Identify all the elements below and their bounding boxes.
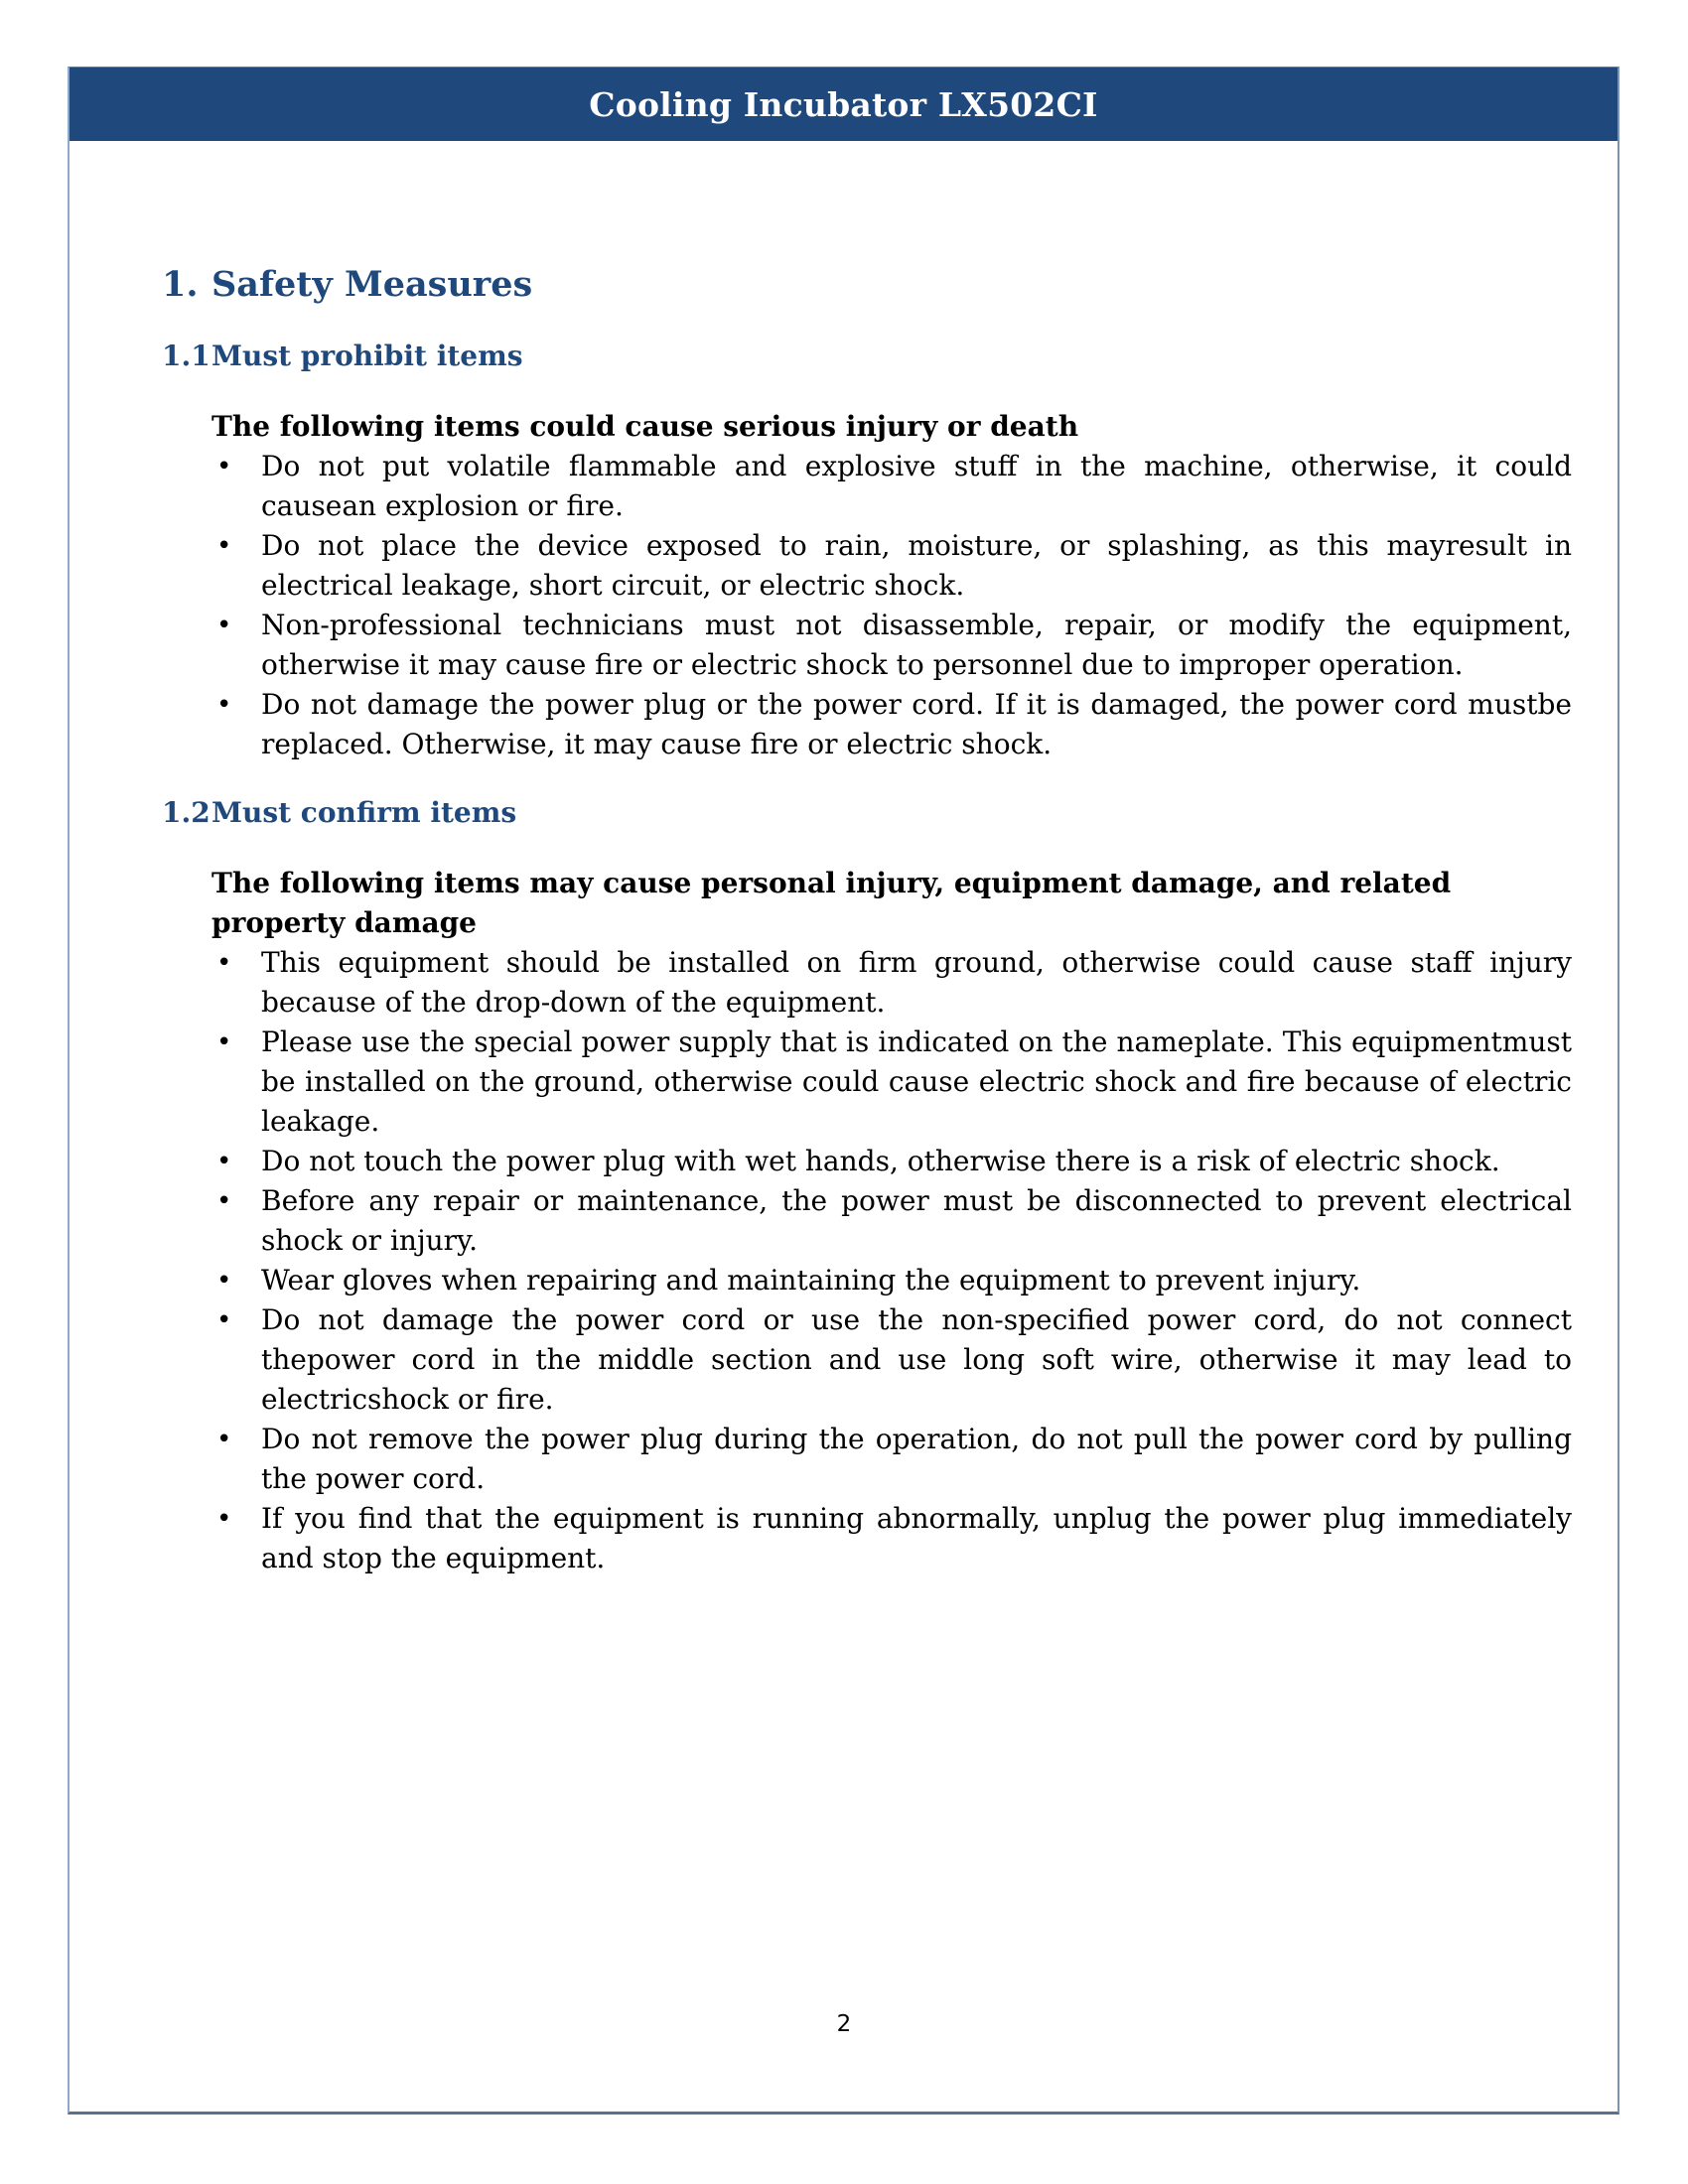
page-content (162, 256, 1572, 1578)
list-item (162, 943, 1572, 1023)
header-band (70, 68, 1618, 141)
section-title: Safety Measures (211, 263, 533, 305)
list-item-text: Do not damage the power cord or use the non-specified power cord, do not connect thepower cord in the middle section and use long soft wire, otherwise it may lead to electricshock or fire. (261, 1303, 1572, 1416)
list-item-text: Do not remove the power plug during the operation, do not pull the power cord by pulling the power cord. (261, 1423, 1572, 1495)
bullet-list (162, 447, 1572, 764)
list-item (162, 1142, 1572, 1181)
bullet-list (162, 943, 1572, 1578)
bullet-icon: • (216, 1425, 232, 1454)
list-item-text: Do not touch the power plug with wet hands, otherwise there is a risk of electric shock. (261, 1145, 1500, 1177)
list-item (162, 1023, 1572, 1142)
bullet-icon: • (216, 1147, 232, 1176)
bullet-icon: • (216, 948, 232, 978)
subsection-title: Must prohibit items (211, 339, 523, 372)
list-item (162, 1420, 1572, 1499)
list-item-text: Do not put volatile flammable and explosive stuff in the machine, otherwise, it could causean explosion or fire. (261, 450, 1572, 522)
section-heading (162, 256, 1572, 312)
list-item (162, 685, 1572, 764)
bullet-icon: • (216, 611, 232, 640)
list-item-text: Do not damage the power plug or the power cord. If it is damaged, the power cord mustbe replaced. Otherwise, it may cause fire or electric shock. (261, 688, 1572, 760)
bullet-icon: • (216, 1504, 232, 1534)
bullet-icon: • (216, 452, 232, 481)
subsection-number: 1.1 (162, 339, 211, 372)
list-item (162, 447, 1572, 526)
list-item (162, 606, 1572, 685)
list-item (162, 1300, 1572, 1420)
list-item-text: Before any repair or maintenance, the power must be disconnected to prevent electrical shock or injury. (261, 1184, 1572, 1257)
list-item-text: Please use the special power supply that is indicated on the nameplate. This equipmentmust be installed on the ground, otherwise could cause electric shock and fire because of electric leakage. (261, 1025, 1572, 1138)
section-number: 1. (162, 263, 199, 305)
bullet-icon: • (216, 1027, 232, 1057)
list-item-text: This equipment should be installed on firm ground, otherwise could cause staff injury because of the drop-down of the equipment. (261, 946, 1572, 1019)
document-title: Cooling Incubator LX502CI (589, 84, 1098, 124)
subsection-heading-1-1 (162, 334, 1572, 377)
list-item (162, 1181, 1572, 1261)
bullet-icon: • (216, 531, 232, 561)
list-item-text: Non-professional technicians must not disassemble, repair, or modify the equipment, otherwise it may cause fire or electric shock to personnel due to improper operation. (261, 609, 1572, 681)
bullet-icon: • (216, 1186, 232, 1216)
bullet-icon: • (216, 1305, 232, 1335)
subsection-intro: The following items may cause personal injury, equipment damage, and related property damage (211, 867, 1452, 939)
subsection-title: Must confirm items (211, 795, 517, 829)
list-item-text: Do not place the device exposed to rain, moisture, or splashing, as this mayresult in electrical leakage, short circuit, or electric shock. (261, 529, 1572, 602)
list-item (162, 526, 1572, 606)
bullet-icon: • (216, 1266, 232, 1296)
subsection-heading-1-2 (162, 790, 1572, 834)
bullet-icon: • (216, 690, 232, 720)
page-number: 2 (836, 2011, 852, 2037)
subsection-number: 1.2 (162, 795, 211, 829)
list-item (162, 1261, 1572, 1300)
list-item-text: Wear gloves when repairing and maintaining the equipment to prevent injury. (261, 1264, 1361, 1297)
list-item-text: If you find that the equipment is running abnormally, unplug the power plug immediately and stop the equipment. (261, 1502, 1572, 1574)
subsection-intro: The following items could cause serious injury or death (211, 410, 1079, 443)
list-item (162, 1499, 1572, 1578)
